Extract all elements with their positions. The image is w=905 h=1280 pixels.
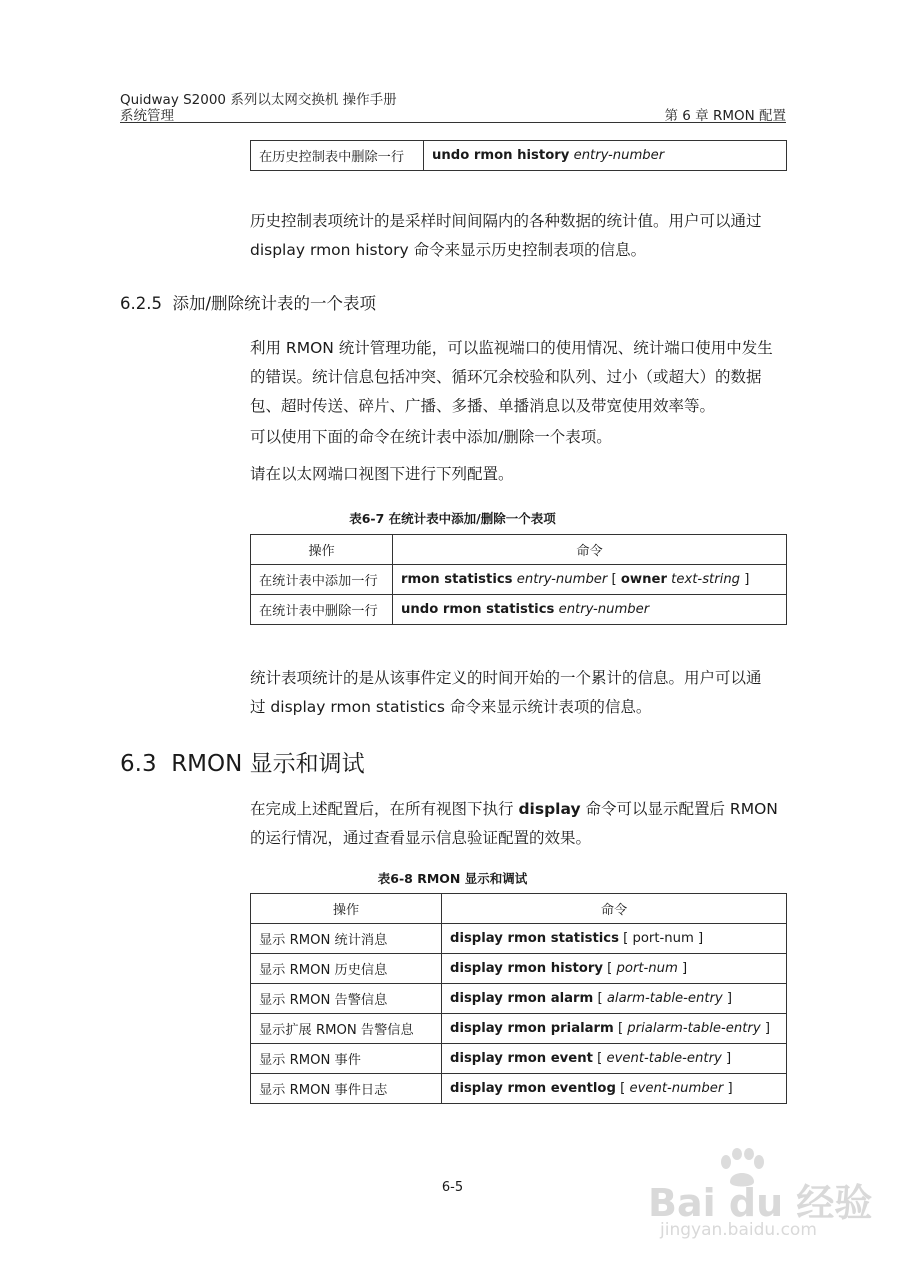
page-number: 6-5 [441, 1180, 464, 1195]
table-row [251, 954, 787, 984]
paragraph-rmon-statistics [250, 334, 790, 421]
cmd-keyword: display rmon alarm [450, 991, 594, 1006]
table-row [251, 924, 787, 954]
table-header-row [251, 894, 787, 924]
section-heading-6-2-5 [120, 290, 376, 314]
table-cell-op: 显示 RMON 事件日志 [251, 1074, 442, 1104]
column-header-op: 操作 [251, 894, 442, 924]
table-cell-op: 在统计表中删除一行 [251, 595, 393, 625]
top-table [250, 140, 787, 171]
column-header-op: 操作 [251, 535, 393, 565]
cmd-arg: entry-number [573, 148, 665, 163]
text-line: 利用 RMON 统计管理功能，可以监视端口的使用情况、统计端口使用中发生 [250, 339, 773, 357]
text-line: 请在以太网端口视图下进行下列配置。 [250, 465, 514, 483]
header-rule [120, 122, 786, 123]
text-line: 历史控制表项统计的是采样时间间隔内的各种数据的统计值。用户可以通过 [250, 212, 762, 230]
table-row [251, 984, 787, 1014]
table-cell-cmd [442, 954, 787, 984]
text-line: 的运行情况，通过查看显示信息验证配置的效果。 [250, 829, 592, 847]
table-6-7 [250, 534, 787, 625]
cmd-keyword: display rmon event [450, 1051, 593, 1066]
cmd-bracket: [ [615, 1081, 630, 1096]
cmd-keyword: display rmon statistics [450, 931, 619, 946]
cmd-bracket: [ [592, 1051, 607, 1066]
section-heading-6-3 [120, 745, 365, 778]
cmd-bracket: ] [693, 931, 704, 946]
cmd-arg: text-string [671, 572, 741, 587]
cmd-bracket: ] [722, 991, 733, 1006]
table-row [251, 595, 787, 625]
cmd-keyword: undo rmon history [432, 148, 570, 163]
cmd-arg: entry-number [558, 602, 650, 617]
text-span: 在完成上述配置后，在所有视图下执行 [250, 800, 519, 818]
cmd-bracket: ] [721, 1051, 732, 1066]
section-title: RMON 显示和调试 [171, 751, 365, 777]
column-header-cmd: 命令 [393, 535, 787, 565]
text-line: 统计表项统计的是从该事件定义的时间开始的一个累计的信息。用户可以通 [250, 669, 762, 687]
table-cell-cmd [442, 1044, 787, 1074]
section-title: 添加/删除统计表的一个表项 [172, 294, 377, 313]
table-cell-cmd [393, 565, 787, 595]
text-line: 过 display rmon statistics 命令来显示统计表项的信息。 [250, 698, 652, 716]
table-cell-cmd [424, 141, 787, 171]
cmd-keyword: display rmon history [450, 961, 603, 976]
paragraph-port-view [250, 460, 790, 489]
cmd-bracket: [ [618, 931, 633, 946]
table-cell-op: 显示扩展 RMON 告警信息 [251, 1014, 442, 1044]
table-cell-cmd [442, 984, 787, 1014]
table-cell-cmd [442, 924, 787, 954]
table-cell-op: 在统计表中添加一行 [251, 565, 393, 595]
text-line: display rmon history 命令来显示历史控制表项的信息。 [250, 241, 647, 259]
table-6-8 [250, 893, 787, 1104]
text-keyword: display [518, 800, 581, 818]
table-cell-op: 显示 RMON 历史信息 [251, 954, 442, 984]
column-header-cmd: 命令 [442, 894, 787, 924]
table-row [251, 141, 787, 171]
cmd-bracket: [ [602, 961, 617, 976]
cmd-bracket: [ [593, 991, 607, 1006]
cmd-arg: port-num [616, 961, 678, 976]
cmd-bracket: [ [607, 572, 621, 587]
table-cell-op: 在历史控制表中删除一行 [251, 141, 424, 171]
cmd-keyword: display rmon prialarm [450, 1021, 614, 1036]
section-number: 6.3 [120, 751, 157, 777]
table-cell-cmd [393, 595, 787, 625]
cmd-bracket: ] [723, 1081, 733, 1096]
cmd-arg: port-num [632, 931, 694, 946]
paragraph-display [250, 795, 790, 853]
section-number: 6.2.5 [120, 294, 162, 313]
cmd-arg: entry-number [516, 572, 608, 587]
text-line [250, 795, 790, 824]
header-product: Quidway S2000 系列以太网交换机 操作手册 [120, 92, 397, 108]
header-chapter: 第 6 章 RMON 配置 [664, 108, 786, 124]
table-caption-6-7: 表6-7 在统计表中添加/删除一个表项 [349, 511, 556, 526]
cmd-arg: prialarm-table-entry [627, 1021, 761, 1036]
cmd-bracket: [ [613, 1021, 628, 1036]
table-cell-cmd [442, 1014, 787, 1044]
paragraph-add-delete [250, 423, 790, 452]
table-cell-op: 显示 RMON 统计消息 [251, 924, 442, 954]
cmd-keyword: display rmon eventlog [450, 1081, 616, 1096]
cmd-keyword: undo rmon statistics [401, 602, 555, 617]
table-row [251, 565, 787, 595]
table-cell-cmd [442, 1074, 787, 1104]
cmd-arg: alarm-table-entry [606, 991, 723, 1006]
header-section: 系统管理 [120, 108, 174, 124]
watermark-url: jingyan.baidu.com [660, 1220, 817, 1240]
text-line: 可以使用下面的命令在统计表中添加/删除一个表项。 [250, 428, 612, 446]
cmd-option: owner [620, 572, 667, 587]
cmd-bracket: ] [740, 572, 750, 587]
baidu-watermark [648, 1148, 873, 1248]
text-line: 的错误。统计信息包括冲突、循环冗余校验和队列、过小（或超大）的数据 [250, 368, 762, 386]
cmd-bracket: ] [677, 961, 688, 976]
cmd-arg: event-table-entry [606, 1051, 722, 1066]
paragraph-history [250, 207, 790, 265]
cmd-arg: event-number [629, 1081, 724, 1096]
table-row [251, 1044, 787, 1074]
table-row [251, 1014, 787, 1044]
table-row [251, 1074, 787, 1104]
table-caption-6-8: 表6-8 RMON 显示和调试 [377, 871, 528, 886]
watermark-brand: Bai du 经验 [648, 1181, 873, 1225]
table-header-row [251, 535, 787, 565]
text-span: 命令可以显示配置后 RMON [580, 800, 778, 818]
table-cell-op: 显示 RMON 事件 [251, 1044, 442, 1074]
cmd-bracket: ] [760, 1021, 770, 1036]
cmd-keyword: rmon statistics [401, 572, 513, 587]
paragraph-statistics-info [250, 664, 790, 722]
table-cell-op: 显示 RMON 告警信息 [251, 984, 442, 1014]
text-line: 包、超时传送、碎片、广播、多播、单播消息以及带宽使用效率等。 [250, 397, 716, 415]
